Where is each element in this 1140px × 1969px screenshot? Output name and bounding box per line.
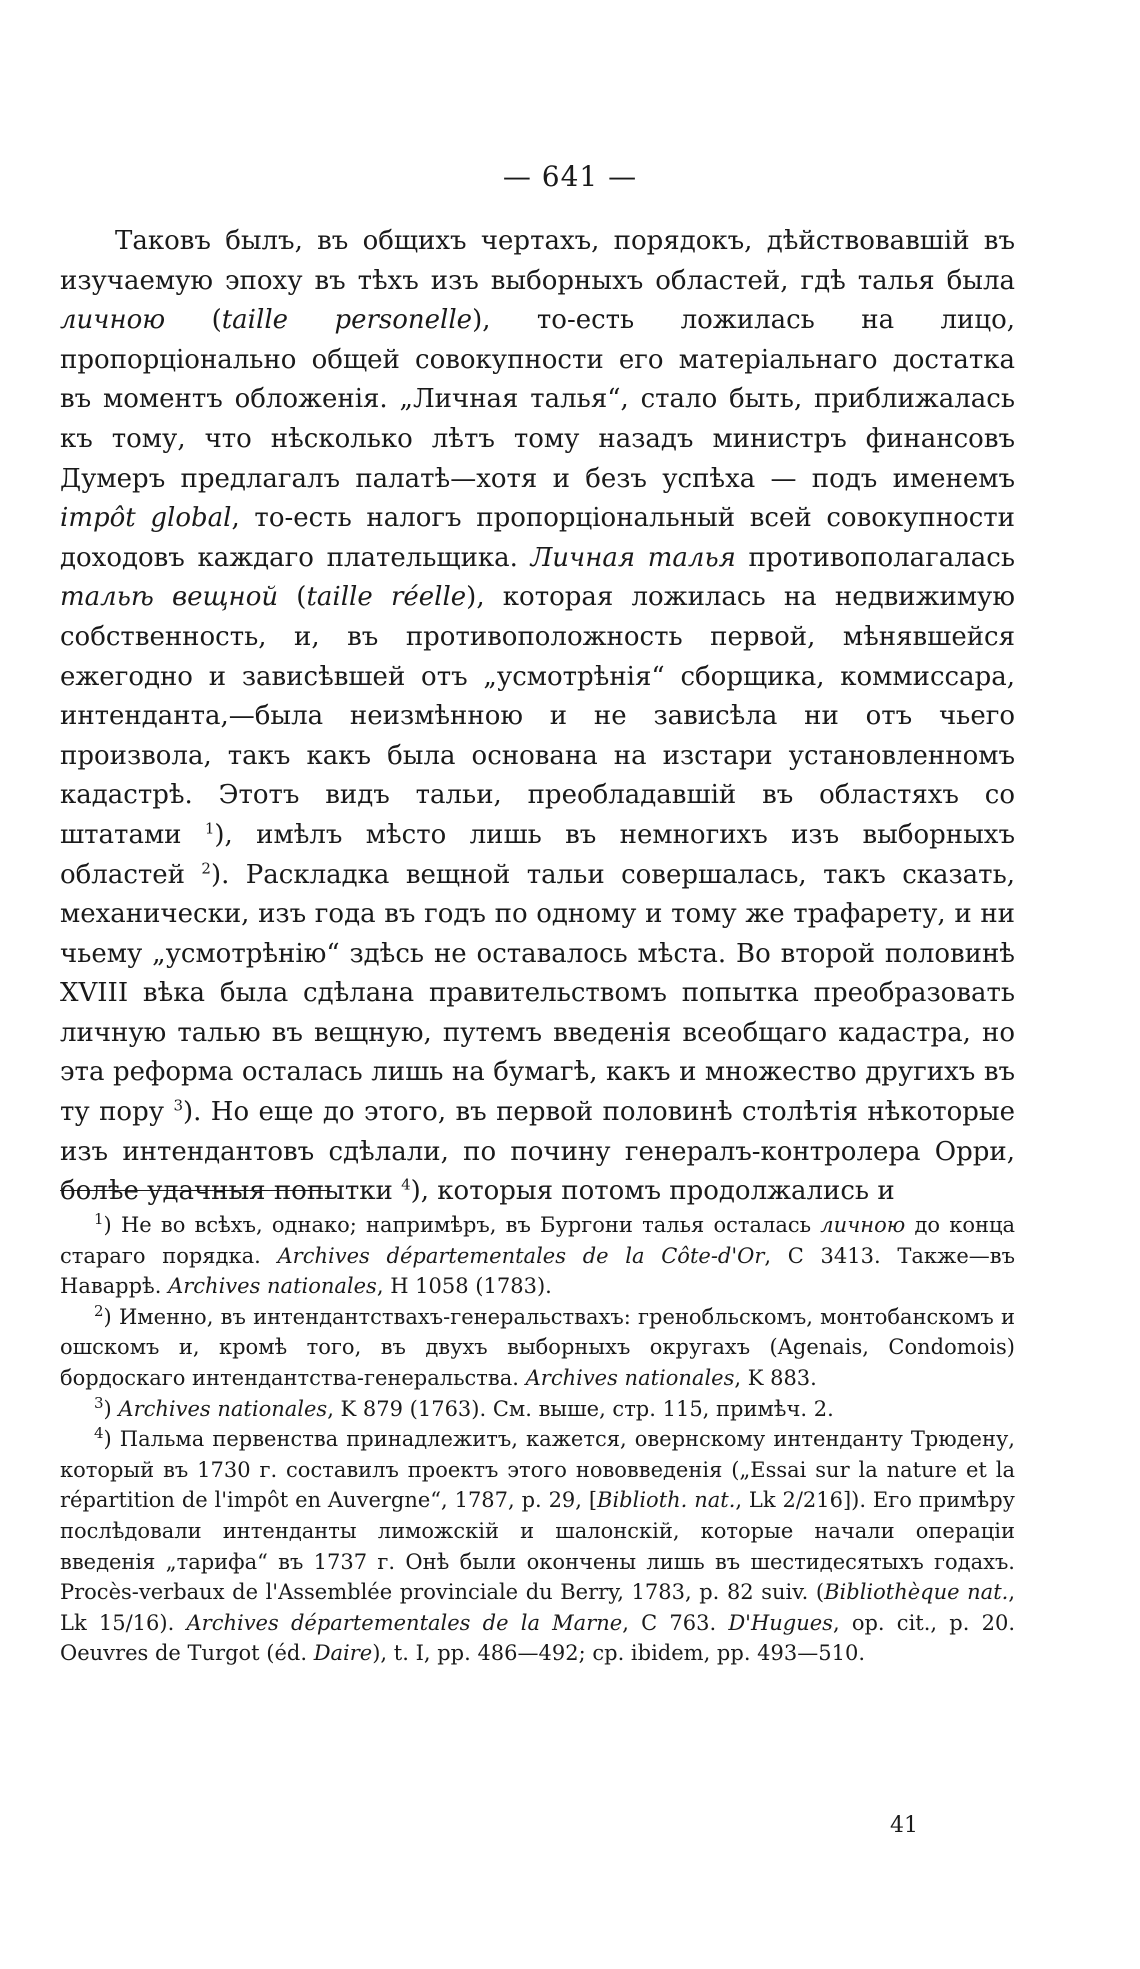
signature-mark: 41 bbox=[890, 1813, 918, 1838]
text-run: ), которая ложилась на недвижимую собственность, и, въ противоположность первой, мѣнявшейся ежегодно и зависѣвшей отъ „усмотрѣнія“ сборщика, коммиссара, интенданта,—была неизмѣнною и не зависѣла ни отъ чьего произвола, такъ какъ была основана на изстари установленномъ кадастрѣ. Этотъ видъ тальи, преобладавшій въ областяхъ со штатами bbox=[60, 582, 1015, 850]
text-run: ), то-есть ложилась на лицо, пропорціонально общей совокупности его матеріальнаго достатка въ моментъ обложенія. „Личная талья“, стало быть, приближалась къ тому, что нѣсколько лѣтъ тому назадъ министръ финансовъ Думеръ предлагалъ палатѣ—хотя и безъ успѣха — подъ именемъ bbox=[60, 305, 1015, 494]
italic-run: impôt global bbox=[60, 503, 232, 534]
italic-run: Biblioth. nat. bbox=[597, 1488, 736, 1513]
italic-run: Archives départementales de la Marne bbox=[186, 1610, 623, 1635]
footnote-number: 4 bbox=[94, 1424, 104, 1443]
italic-run: Личная талья bbox=[530, 542, 736, 573]
main-paragraph bbox=[60, 222, 1015, 1212]
text-run: ), t. I, pp. 486—492; ср. ibidem, pp. 493—510. bbox=[372, 1641, 866, 1666]
text-run: , op. cit., p. 20. Oeuvres de Turgot (éd. bbox=[60, 1610, 1015, 1666]
text-run: ), имѣлъ мѣсто лишь въ немногихъ изъ выборныхъ областей bbox=[60, 819, 1015, 890]
footnote-3 bbox=[60, 1394, 1015, 1425]
text-run: ) Именно, въ интендантствахъ-генеральствахъ: гренобльскомъ, монтобанскомъ и ошскомъ и, кромѣ того, въ двухъ выборныхъ округахъ (Agenais, Condomois) бордоскаго интендантства-генеральства. bbox=[60, 1304, 1015, 1390]
text-run: ( bbox=[278, 582, 307, 613]
text-run: , K 879 (1763). См. выше, стр. 115, примѣч. 2. bbox=[327, 1396, 834, 1421]
footnote-number: 2 bbox=[94, 1301, 104, 1320]
footnote-ref-1[interactable]: 1 bbox=[204, 819, 215, 838]
text-run: ). Но еще до этого, въ первой половинѣ столѣтія нѣкоторые изъ интендантовъ сдѣлали, по почину генералъ-контролера Орри, болѣе удачныя попытки bbox=[60, 1097, 1016, 1207]
text-run: Таковъ былъ, въ общихъ чертахъ, порядокъ, дѣйствовавшій въ изучаемую эпоху въ тѣхъ изъ выборныхъ областей, гдѣ талья была bbox=[60, 226, 1015, 296]
footnote-ref-3[interactable]: 3 bbox=[173, 1096, 183, 1115]
italic-run: Daire bbox=[313, 1641, 373, 1666]
text-run: , Lk 15/16). bbox=[60, 1580, 1015, 1635]
footnote-number: 1 bbox=[94, 1210, 104, 1228]
text-run: ) bbox=[103, 1396, 119, 1421]
italic-run: Archives nationales bbox=[118, 1396, 328, 1421]
footnote-4 bbox=[60, 1424, 1015, 1669]
footnote-number: 3 bbox=[94, 1393, 104, 1412]
footnotes bbox=[60, 1210, 1015, 1669]
italic-run: taille personelle bbox=[221, 305, 473, 336]
italic-run: Archives nationales bbox=[168, 1274, 377, 1299]
text-run: до конца стараго порядка. bbox=[60, 1213, 1016, 1268]
italic-run: D'Hugues bbox=[728, 1610, 833, 1635]
text-run: , Lk 2/216]). Его примѣру послѣдовали интенданты лиможскій и шалонскій, которые начали операціи введенія „тарифа“ въ 1737 г. Онѣ были окончены лишь въ шестидесятыхъ годахъ. Procès-verbaux de l'Assemblée provinciale du Berry, 1783, p. 82 suiv. ( bbox=[60, 1488, 1015, 1605]
italic-run: Archives nationales bbox=[525, 1365, 735, 1390]
italic-run: taille réelle bbox=[306, 582, 467, 613]
text-run: ), которыя потомъ продолжались и bbox=[410, 1176, 895, 1207]
text-run: , C 763. bbox=[622, 1610, 729, 1635]
text-run: ) Пальма первенства принадлежитъ, кажется, овернскому интенданту Трюдену, который въ 1730 г. составилъ проектъ этого нововведенія („Essai sur la nature et la répartition de l'impôt en Auvergne“, 1787, p. 29, [ bbox=[60, 1427, 1015, 1513]
footnote-ref-4[interactable]: 4 bbox=[401, 1175, 411, 1194]
page-number: — 641 — bbox=[502, 160, 638, 193]
text-run: , C 3413. Также—въ Наваррѣ. bbox=[60, 1243, 1015, 1299]
italic-run: Archives départementales de la Côte-d'Or bbox=[277, 1243, 765, 1268]
text-run: ( bbox=[165, 305, 222, 336]
text-run: ) Не во всѣхъ, однако; напримѣръ, въ Бургони талья осталась bbox=[103, 1213, 821, 1237]
footnote-divider bbox=[60, 1190, 330, 1191]
footnote-1 bbox=[60, 1210, 1015, 1302]
footnote-2 bbox=[60, 1302, 1015, 1394]
text-run: , K 883. bbox=[734, 1365, 817, 1390]
italic-run: личною bbox=[820, 1213, 906, 1237]
italic-run: тальѣ вещной bbox=[60, 582, 279, 613]
footnote-ref-2[interactable]: 2 bbox=[201, 858, 211, 877]
italic-run: Bibliothèque nat. bbox=[824, 1580, 1009, 1605]
text-run: ). Раскладка вещной тальи совершалась, такъ сказать, механически, изъ года въ годъ по одному и тому же трафарету, и ни чьему „усмотрѣнію“ здѣсь не оставалось мѣста. Во второй половинѣ XVIII вѣка была сдѣлана правительствомъ попытка преобразовать личную талью въ вещную, путемъ введенія всеобщаго кадастра, но эта реформа осталась лишь на бумагѣ, какъ и множество другихъ въ ту пору bbox=[60, 859, 1015, 1128]
text-run: , то-есть налогъ пропорціональный всей совокупности доходовъ каждаго плательщика. bbox=[60, 503, 1015, 573]
italic-run: личною bbox=[60, 305, 166, 336]
text-run: противополагалась bbox=[735, 542, 1015, 573]
text-run: , H 1058 (1783). bbox=[376, 1274, 552, 1299]
